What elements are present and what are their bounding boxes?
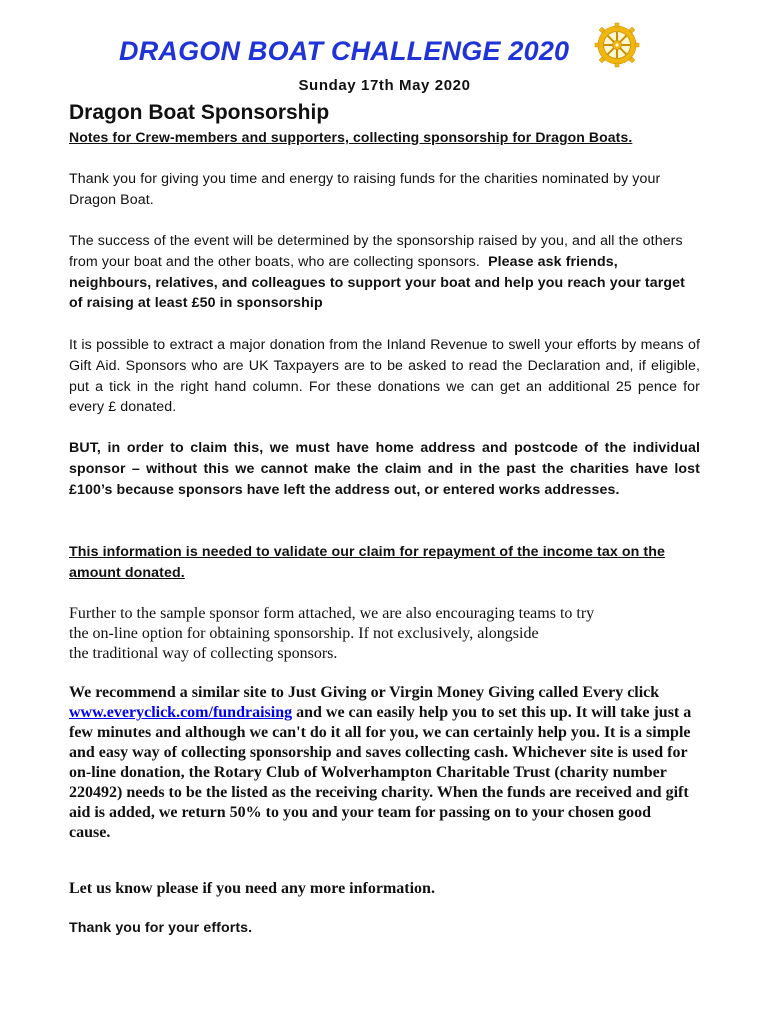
online-option-line-3: the traditional way of collecting sponsors.	[69, 645, 338, 662]
online-option-line-2: the on-line option for obtaining sponsorship. If not exclusively, alongside	[69, 625, 539, 642]
paragraph-success-text: The success of the event will be determined by the sponsorship raised by you, and all the others from your boat and the other boats, who are collecting sponsors.	[69, 233, 683, 270]
online-option-line-1: Further to the sample sponsor form attached, we are also encouraging teams to try	[69, 605, 595, 622]
paragraph-gift-aid: It is possible to extract a major donation from the Inland Revenue to swell your efforts by means of Gift Aid. Sponsors who are UK Taxpayers are to be asked to read the Declaration and, if eligible, put a tick in the right hand column. For these donations we can get an additional 25 pence for every £ donated.	[69, 337, 700, 416]
paragraph-online-option	[69, 604, 709, 664]
paragraph-contact: Let us know please if you need any more information.	[69, 880, 435, 897]
paragraph-success	[69, 231, 700, 314]
section-heading: Dragon Boat Sponsorship	[69, 101, 330, 124]
paragraph-address-warning: BUT, in order to claim this, we must have home address and postcode of the individual sponsor – without this we cannot make the claim and in the past the charities have lost £100’s because sponsors have left the address out, or entered works addresses.	[69, 440, 700, 498]
section-subheading: Notes for Crew-members and supporters, collecting sponsorship for Dragon Boats.	[69, 129, 633, 145]
everyclick-link[interactable]: www.everyclick.com/fundraising	[69, 704, 293, 721]
recommendation-text-end: and we can easily help you to set this up. It will take just a few minutes and although we can't do it all for you, we can certainly help you. It is a simple and easy way of collecting sponsorship and saves collecting cash. Whichever site is used for on-line donation, the Rotary Club of Wolverhampton Charitable Trust (charity number 220492) needs to be the listed as the receiving charity. When the funds are received and gift aid is added, we return 50% to you and your team for passing on to your chosen good cause.	[69, 704, 692, 841]
paragraph-recommendation	[69, 683, 694, 843]
document-title: DRAGON BOAT CHALLENGE 2020	[119, 36, 570, 66]
paragraph-closing: Thank you for your efforts.	[69, 920, 253, 936]
event-date: Sunday 17th May 2020	[298, 77, 471, 94]
paragraph-validation-note: This information is needed to validate our claim for repayment of the income tax on the amount donated.	[69, 544, 666, 581]
recommendation-text-start: We recommend a similar site to Just Giving or Virgin Money Giving called Every click	[69, 684, 660, 701]
paragraph-success-request: Please ask friends, neighbours, relatives, and colleagues to support your boat and help you reach your target of raising at least £50 in sponsorship	[69, 253, 685, 312]
paragraph-thanks: Thank you for giving you time and energy to raising funds for the charities nominated by your Dragon Boat.	[69, 171, 661, 208]
title-row	[119, 36, 639, 76]
rotary-wheel-icon	[594, 22, 640, 68]
